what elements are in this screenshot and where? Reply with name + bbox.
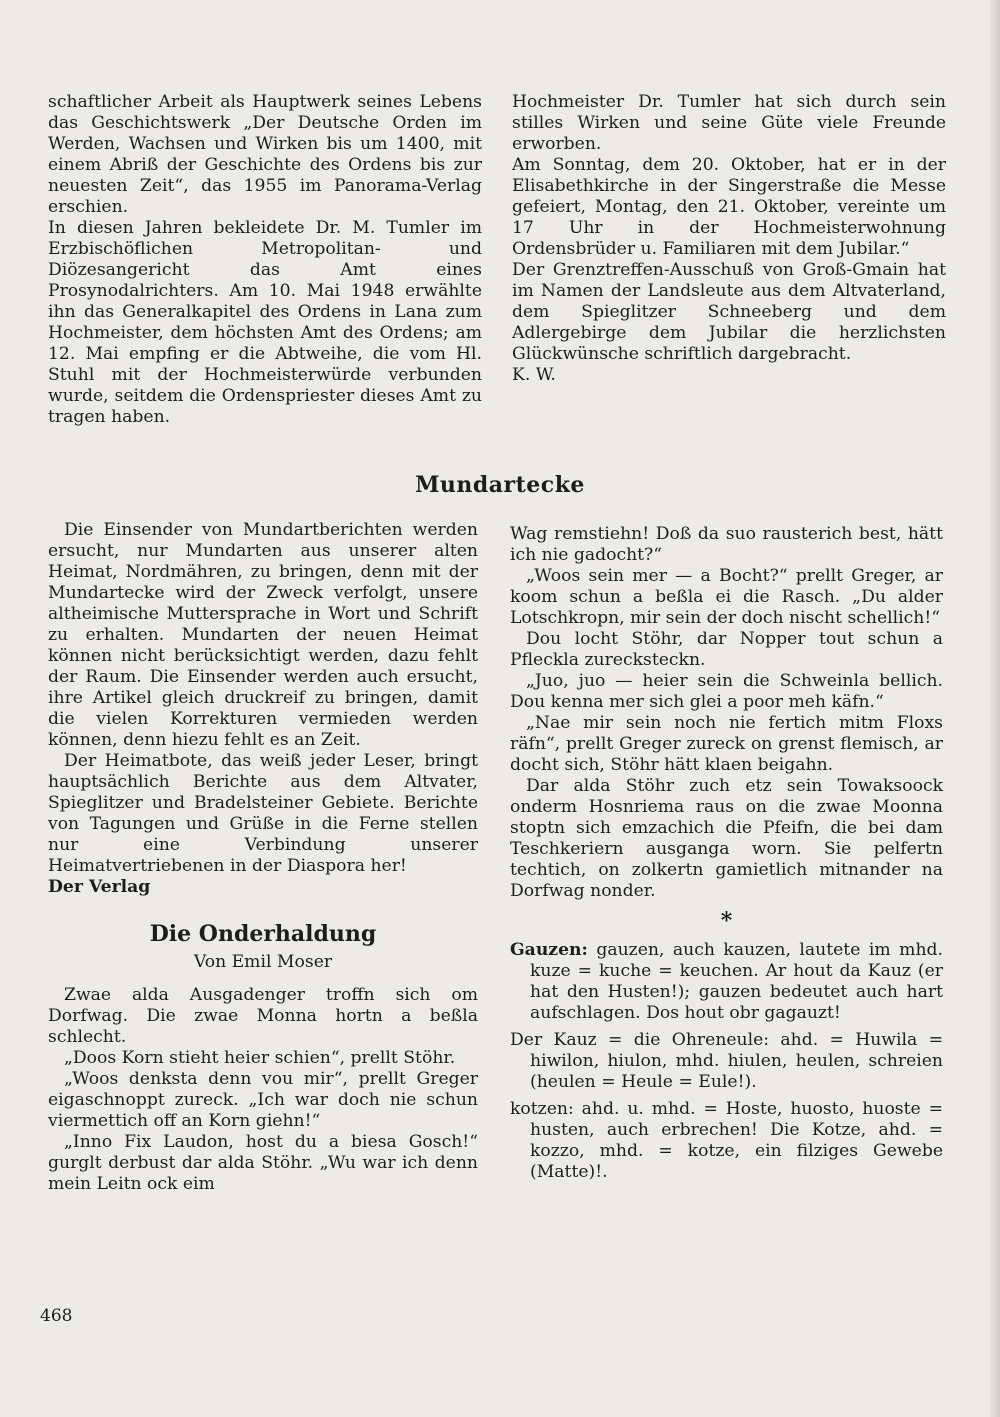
article-continuation-right	[512, 92, 946, 386]
publisher-signature: Der Verlag	[48, 877, 151, 897]
story-paragraph: „Woos sein mer — a Bocht?“ prellt Greger, ar koom schun a beßla ei die Rasch. „Du alder Lotschkropn, mir sein der doch nischt schellich!“	[510, 566, 943, 628]
section-separator: *	[720, 908, 733, 934]
story-paragraph: „Inno Fix Laudon, host du a biesa Gosch!“ gurglt derbust dar alda Stöhr. „Wu war ich denn mein Leitn ock eim	[48, 1132, 478, 1194]
paragraph: Hochmeister Dr. Tumler hat sich durch sein stilles Wirken und seine Güte viele Freunde erworben.	[512, 92, 946, 154]
paragraph: Am Sonntag, dem 20. Oktober, hat er in der Elisabethkirche in der Singerstraße die Messe gefeiert, Montag, den 21. Oktober, vereinte um 17 Uhr in der Hochmeisterwohnung Ordensbrüder u. Familiaren mit dem Jubilar.“	[512, 155, 946, 259]
story-paragraph: „Doos Korn stieht heier schien“, prellt Stöhr.	[64, 1048, 456, 1068]
story-paragraph: Dou locht Stöhr, dar Nopper tout schun a Pfleckla zurecksteckn.	[510, 629, 943, 670]
story-byline: Von Emil Moser	[193, 952, 333, 972]
paragraph: schaftlicher Arbeit als Hauptwerk seines Lebens das Geschichtswerk „Der Deutsche Orden im Werden, Wachsen und Wirken bis um 1400, mit einem Abriß der Geschichte des Ordens bis zur neuesten Zeit“, das 1955 im Panorama-Verlag erschien.	[48, 92, 482, 217]
notice-paragraph: Der Heimatbote, das weiß jeder Leser, bringt hauptsächlich Berichte aus dem Altvater, Spieglitzer und Bradelsteiner Gebiete. Berichte von Tagungen und Grüße in die Ferne stellen nur eine Verbindung unserer Heimatvertriebenen in der Diaspora her!	[48, 751, 478, 876]
notice-paragraph: Die Einsender von Mundartberichten werden ersucht, nur Mundarten aus unserer alten Heimat, Nordmähren, zu bringen, denn mit der Mundartecke wird der Zweck verfolgt, unsere altheimische Muttersprache in Wort und Schrift zu erhalten. Mundarten der neuen Heimat können nicht berücksichtigt werden, dazu fehlt der Raum. Die Einsender werden auch ersucht, ihre Artikel gleich druckreif zu bringen, damit die vielen Korrekturen vermieden werden können, denn hiezu fehlt es an Zeit.	[48, 520, 478, 750]
glossary-entry	[510, 1099, 943, 1183]
paragraph: In diesen Jahren bekleidete Dr. M. Tumler im Erzbischöflichen Metropolitan- und Diözesangericht das Amt eines Prosynodalrichters. Am 10. Mai 1948 erwählte ihn das Generalkapitel des Ordens in Lana zum Hochmeister, dem höchsten Amt des Ordens; am 12. Mai empfing er die Abtweihe, die vom Hl. Stuhl mit der Hochmeisterwürde verbunden wurde, seitdem die Ordenspriester dieses Amt zu tragen haben.	[48, 218, 482, 427]
story-paragraph: „Woos denksta denn vou mir“, prellt Greger eigaschnoppt zureck. „Ich war doch nie schun viermettich off an Korn giehn!“	[48, 1069, 478, 1131]
glossary-text: kotzen: ahd. u. mhd. = Hoste, huosto, huoste = husten, auch erbrechen! Die Kotze, ahd. = kozzo, mhd. = kotze, ein filziges Gewebe (Matte)!.	[510, 1099, 943, 1182]
article-continuation-left	[48, 92, 482, 428]
story-title: Die Onderhaldung	[149, 921, 377, 947]
story-paragraph: „Juo, juo — heier sein die Schweinla bellich. Dou kenna mer sich glei a poor meh käfn.“	[510, 671, 943, 712]
right-column	[510, 524, 943, 1189]
left-column	[48, 520, 478, 1195]
page-number: 468	[40, 1306, 73, 1326]
author-initials: K. W.	[512, 365, 556, 385]
story-paragraph: Wag remstiehn! Doß da suo rausterich best, hätt ich nie gadocht?“	[510, 524, 943, 565]
story-paragraph: Zwae alda Ausgadenger troffn sich om Dorfwag. Die zwae Monna hortn a beßla schlecht.	[48, 985, 478, 1047]
glossary-entry	[510, 940, 943, 1024]
glossary-text: gauzen, auch kauzen, lautete im mhd. kuze = kuche = keuchen. Ar hout da Kauz (er hat den Husten!); gauzen bedeutet auch hart aufschlagen. Dos hout obr gagauzt!	[530, 940, 943, 1023]
story-paragraph: „Nae mir sein noch nie fertich mitm Floxs räfn“, prellt Greger zureck on grenst flemisch, ar docht sich, Stöhr hätt klaen beigahn.	[510, 713, 943, 775]
section-heading: Mundartecke	[415, 472, 585, 498]
story-paragraph: Dar alda Stöhr zuch etz sein Towaksoock onderm Hosnriema raus on die zwae Moonna stoptn sich emzachich die Pfeifn, die bei dam Teschkeriern ausganga worn. Sie pelfertn techtich, on zolkertn gamietlich mitnander na Dorfwag nonder.	[510, 776, 943, 901]
glossary-term: Gauzen:	[510, 940, 588, 960]
paragraph: Der Grenztreffen-Ausschuß von Groß-Gmain hat im Namen der Landsleute aus dem Altvaterland, dem Spieglitzer Schneeberg und dem Adlergebirge dem Jubilar die herzlichsten Glückwünsche schriftlich dargebracht.	[512, 260, 946, 364]
glossary-text: Der Kauz = die Ohreneule: ahd. = Huwila = hiwilon, hiulon, mhd. hiulen, heulen, schreien (heulen = Heule = Eule!).	[510, 1030, 943, 1092]
page-edge-shadow	[990, 0, 1000, 1417]
glossary-entry	[510, 1030, 943, 1093]
